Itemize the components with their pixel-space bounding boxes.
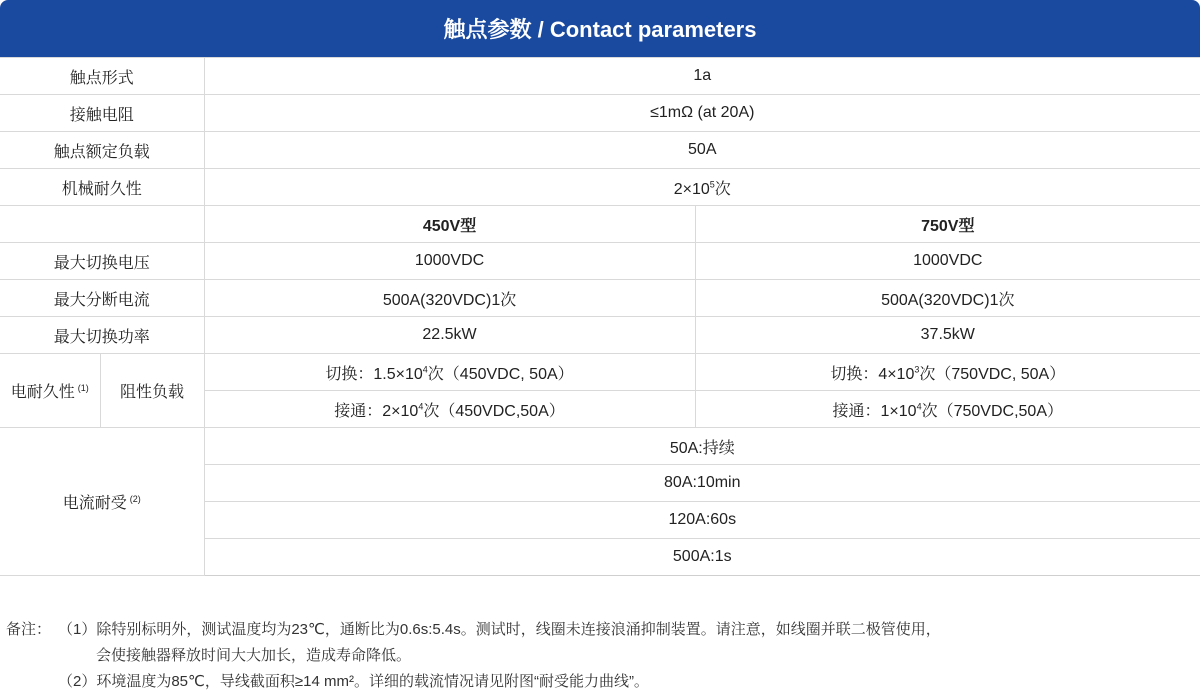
withstand-value: 50A:持续 bbox=[204, 428, 1200, 465]
value-450: 22.5kW bbox=[204, 317, 695, 354]
note-1-line-2: 会使接触器释放时间大大加长，造成寿命降低。 bbox=[96, 647, 412, 664]
row-label: 触点形式 bbox=[0, 58, 204, 95]
note-1 bbox=[6, 617, 1196, 643]
table-row bbox=[0, 317, 1200, 354]
note-ref: (2) bbox=[129, 494, 141, 504]
value-750: 切换：$4\times 10^3$次（750VDC, 50A） bbox=[695, 354, 1200, 391]
value-750: 1000VDC bbox=[695, 243, 1200, 280]
row-label: 机械耐久性 bbox=[0, 169, 204, 206]
table-row bbox=[0, 354, 1200, 391]
value-450: 1000VDC bbox=[204, 243, 695, 280]
model-450-heading: 450V型 bbox=[204, 206, 695, 243]
row-value: 50A bbox=[204, 132, 1200, 169]
table-row bbox=[0, 132, 1200, 169]
value-750: 500A(320VDC)1次 bbox=[695, 280, 1200, 317]
value-450: 500A(320VDC)1次 bbox=[204, 280, 695, 317]
model-header-row bbox=[0, 206, 1200, 243]
electrical-life-label: 电耐久性 $^{(1)}$ bbox=[0, 354, 100, 428]
row-label: 触点额定负载 bbox=[0, 132, 204, 169]
value-750: 37.5kW bbox=[695, 317, 1200, 354]
section-header bbox=[0, 0, 1200, 57]
table-row bbox=[0, 428, 1200, 465]
value-450: 接通：$2\times 10^4$次（450VDC,50A） bbox=[204, 391, 695, 428]
model-750-heading: 750V型 bbox=[695, 206, 1200, 243]
notes-label: 备注： bbox=[6, 621, 52, 638]
table-row bbox=[0, 243, 1200, 280]
note-2: （2）环境温度为85℃，导线截面积≥14 mm²。详细的载流情况请见附图“耐受能力曲线”。 bbox=[58, 673, 649, 690]
row-value: 1a bbox=[204, 58, 1200, 95]
withstand-value: 80A:10min bbox=[204, 465, 1200, 502]
notes-section bbox=[6, 617, 1196, 695]
row-label: 最大切换功率 bbox=[0, 317, 204, 354]
row-value: ≤1mΩ (at 20A) bbox=[204, 95, 1200, 132]
section-title: 触点参数 / Contact parameters bbox=[443, 17, 757, 42]
empty-cell bbox=[0, 206, 204, 243]
row-label: 最大切换电压 bbox=[0, 243, 204, 280]
row-label: 最大分断电流 bbox=[0, 280, 204, 317]
withstand-value: 500A:1s bbox=[204, 539, 1200, 576]
note-ref: (1) bbox=[77, 383, 89, 393]
current-withstand-label: 电流耐受 $^{(2)}$ bbox=[0, 428, 204, 576]
value-750: 接通：$1\times 10^4$次（750VDC,50A） bbox=[695, 391, 1200, 428]
resistive-load-label: 阻性负载 bbox=[100, 354, 204, 428]
contact-parameters-table bbox=[0, 57, 1200, 576]
row-label: 接触电阻 bbox=[0, 95, 204, 132]
table-row bbox=[0, 169, 1200, 206]
table-row bbox=[0, 280, 1200, 317]
row-value: $2\times 10^5$次 bbox=[204, 169, 1200, 206]
note-1-line-1: （1）除特别标明外，测试温度均为23℃，通断比为0.6s:5.4s。测试时，线圈未连接浪涌抑制装置。请注意，如线圈并联二极管使用， bbox=[58, 621, 941, 638]
value-450: 切换：$1.5\times 10^4$次（450VDC, 50A） bbox=[204, 354, 695, 391]
table-row bbox=[0, 58, 1200, 95]
table-row bbox=[0, 95, 1200, 132]
withstand-value: 120A:60s bbox=[204, 502, 1200, 539]
